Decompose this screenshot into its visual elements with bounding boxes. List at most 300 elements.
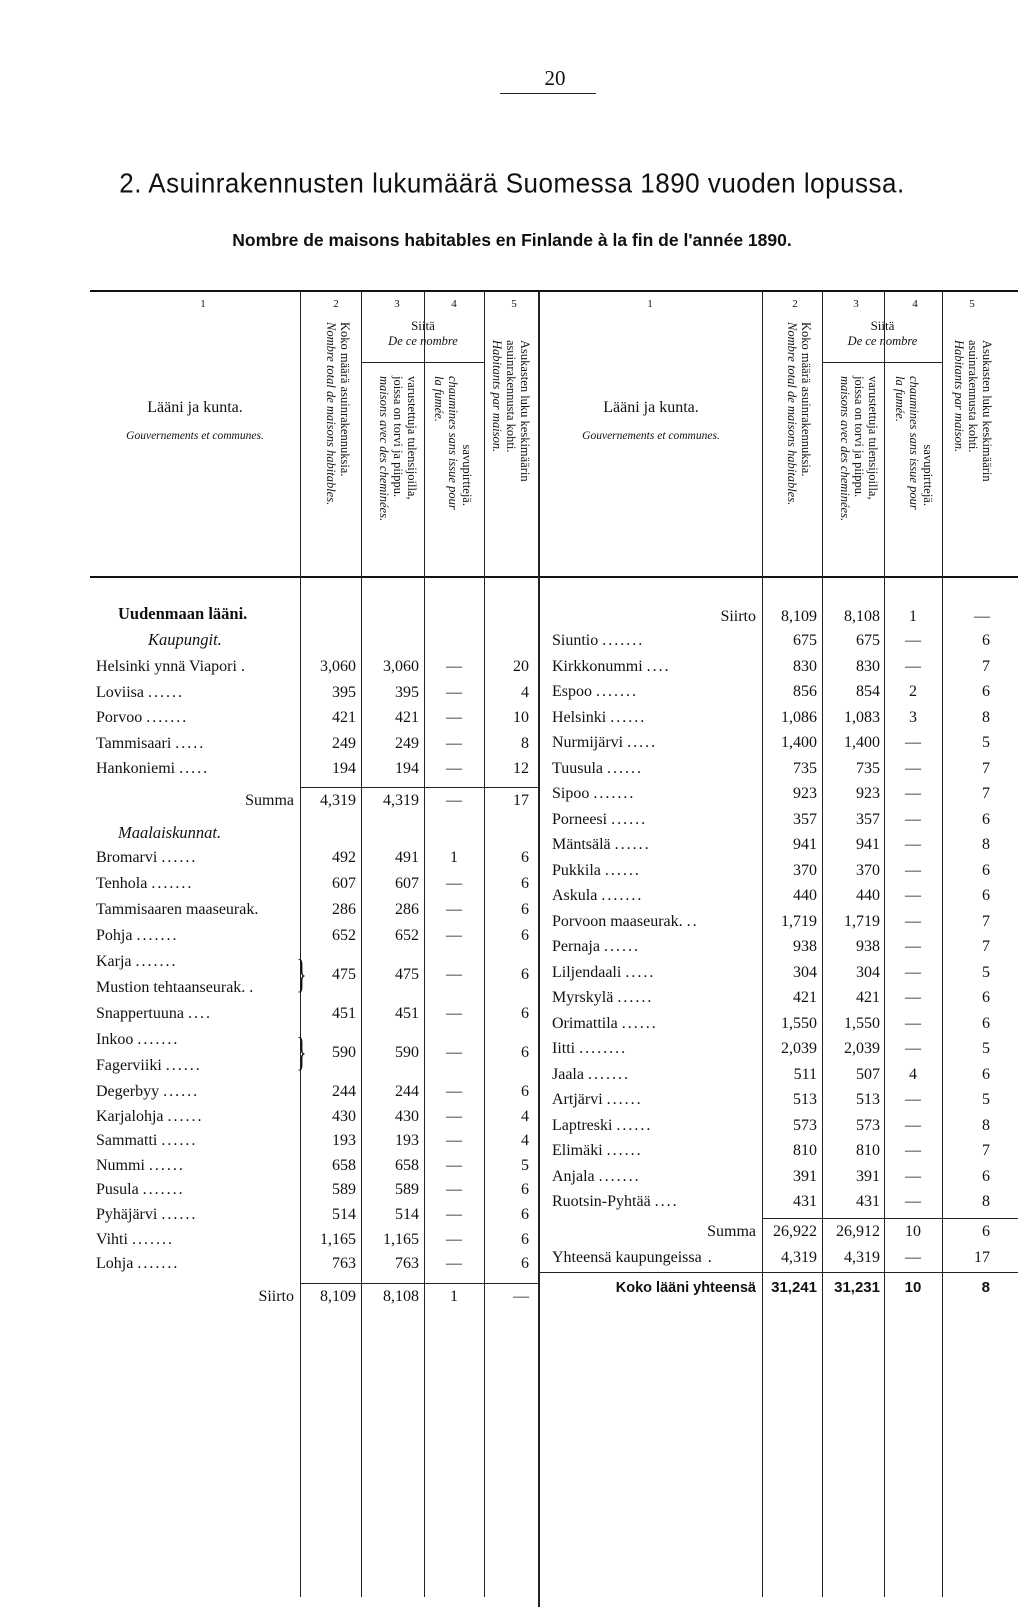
commune-name bbox=[552, 1190, 679, 1214]
total-cell: 249 bbox=[332, 734, 356, 752]
header-smoke-fi: savupirttejä. bbox=[921, 444, 935, 506]
chimney-cell: 26,912 bbox=[836, 1222, 880, 1240]
siirto-label: Siirto bbox=[258, 1287, 294, 1305]
header-siita-fr: De ce nombre bbox=[847, 334, 918, 348]
smoke-cell: — bbox=[905, 1248, 921, 1266]
sum-rule bbox=[762, 1218, 1018, 1219]
commune-name bbox=[96, 950, 178, 974]
commune-name bbox=[552, 757, 643, 781]
leader-dots: ...... bbox=[603, 938, 640, 955]
commune-name bbox=[552, 1114, 652, 1138]
chimney-cell: 4,319 bbox=[844, 1248, 880, 1266]
header-avg-fi-1: Asukasten luku keskimäärin bbox=[980, 340, 994, 482]
smoke-cell: — bbox=[905, 734, 921, 751]
commune-label: Snappertuuna bbox=[96, 1005, 184, 1022]
smoke-cell: 10 bbox=[905, 1222, 921, 1240]
avg-cell: 7 bbox=[982, 759, 990, 777]
avg-cell: 20 bbox=[513, 658, 529, 675]
smoke-cell: — bbox=[905, 1167, 921, 1185]
siita-rule bbox=[823, 362, 942, 363]
header-total-fi: Koko määrä asuinrakennuksia. bbox=[799, 322, 813, 477]
leader-dots: ..... bbox=[625, 963, 656, 981]
header-bottom-rule bbox=[90, 576, 1018, 578]
total-cell: 475 bbox=[332, 966, 356, 983]
avg-cell: — bbox=[974, 608, 990, 625]
commune-name bbox=[96, 1080, 199, 1104]
commune-label: Degerbyy bbox=[96, 1083, 160, 1100]
col-num: 4 bbox=[912, 298, 918, 310]
avg-cell: 6 bbox=[982, 1065, 990, 1083]
chimney-cell: 854 bbox=[856, 683, 880, 700]
leader-dots: ....... bbox=[151, 875, 194, 892]
sum-rule bbox=[300, 787, 538, 788]
smoke-cell: — bbox=[905, 1014, 921, 1032]
commune-name bbox=[552, 782, 635, 806]
commune-label: Inkoo bbox=[96, 1031, 134, 1048]
col-num: 1 bbox=[200, 298, 206, 310]
chimney-cell: 194 bbox=[395, 760, 419, 777]
chimney-cell: 810 bbox=[856, 1142, 880, 1159]
col-num: 2 bbox=[792, 298, 798, 310]
leader-dots: ..... bbox=[627, 734, 658, 751]
leader-dots: ...... bbox=[161, 1206, 198, 1223]
avg-cell: 6 bbox=[982, 1014, 990, 1032]
leader-dots: ...... bbox=[610, 708, 647, 726]
leader-dots: ...... bbox=[611, 810, 648, 828]
chimney-cell: 573 bbox=[856, 1116, 880, 1134]
leader-dots: ....... bbox=[137, 1255, 180, 1273]
commune-name bbox=[96, 976, 255, 1000]
chimney-cell: 8,108 bbox=[383, 1287, 419, 1305]
header-avg-fi-1: Asukasten luku keskimäärin bbox=[518, 340, 532, 482]
commune-name bbox=[96, 924, 178, 948]
avg-cell: 6 bbox=[521, 1044, 529, 1061]
avg-cell: 7 bbox=[982, 1142, 990, 1159]
avg-cell: 6 bbox=[982, 1167, 990, 1185]
header-siita-fi: Siitä bbox=[411, 318, 435, 333]
smoke-cell: — bbox=[905, 963, 921, 981]
chimney-cell: 607 bbox=[395, 875, 419, 892]
chimney-cell: 440 bbox=[856, 887, 880, 904]
total-cell: 607 bbox=[332, 875, 356, 892]
commune-label: Pusula bbox=[96, 1181, 139, 1199]
header-total-fr: Nombre total de maisons habitables. bbox=[324, 322, 338, 506]
vline bbox=[424, 292, 425, 1597]
chimney-cell: 735 bbox=[856, 759, 880, 777]
smoke-cell: — bbox=[905, 1040, 921, 1057]
commune-label: Tammisaaren maaseurak. bbox=[96, 901, 259, 918]
header-smoke bbox=[893, 376, 935, 510]
avg-cell: 10 bbox=[513, 709, 529, 726]
header-avg-fi-2: asuinrakennusta kohti. bbox=[966, 340, 980, 453]
col-num: 5 bbox=[969, 298, 975, 310]
leader-dots: ........ bbox=[579, 1040, 628, 1057]
chimney-cell: 1,165 bbox=[383, 1230, 419, 1248]
commune-label: Tuusula bbox=[552, 759, 603, 777]
total-cell: 830 bbox=[793, 657, 817, 675]
total-cell: 8,109 bbox=[320, 1287, 356, 1305]
smoke-cell: — bbox=[446, 760, 462, 777]
total-cell: 304 bbox=[793, 963, 817, 981]
chimney-cell: 1,550 bbox=[844, 1014, 880, 1032]
chimney-cell: 938 bbox=[856, 938, 880, 955]
vline bbox=[762, 292, 763, 1597]
chimney-cell: 475 bbox=[395, 966, 419, 983]
commune-name bbox=[552, 910, 699, 934]
commune-name bbox=[552, 1139, 643, 1163]
smoke-cell: — bbox=[905, 1116, 921, 1134]
center-divider bbox=[538, 292, 540, 1607]
total-cell: 514 bbox=[332, 1206, 356, 1223]
total-cell: 1,165 bbox=[320, 1230, 356, 1248]
col-num: 3 bbox=[853, 298, 859, 310]
commune-label: Myrskylä bbox=[552, 989, 614, 1006]
commune-label: Pukkila bbox=[552, 861, 601, 879]
commune-label: Nurmijärvi bbox=[552, 734, 624, 751]
avg-cell: 4 bbox=[521, 1132, 529, 1150]
commune-label: Bromarvi bbox=[96, 849, 158, 866]
leader-dots: ...... bbox=[614, 836, 651, 853]
smoke-cell: — bbox=[905, 887, 921, 904]
commune-label: Porneesi bbox=[552, 810, 608, 828]
commune-label: Helsinki bbox=[552, 708, 607, 726]
commune-name bbox=[96, 757, 209, 781]
avg-cell: 6 bbox=[521, 875, 529, 892]
commune-name bbox=[552, 731, 657, 755]
smoke-cell: — bbox=[905, 759, 921, 777]
sum-rule bbox=[300, 1283, 538, 1284]
leader-dots: ..... bbox=[179, 760, 210, 777]
header-siita bbox=[362, 318, 484, 349]
chimney-cell: 431 bbox=[856, 1193, 880, 1210]
total-cell: 370 bbox=[793, 861, 817, 879]
grand-avg-cell: 8 bbox=[981, 1278, 990, 1296]
chimney-cell: 421 bbox=[856, 989, 880, 1006]
col-num: 5 bbox=[511, 298, 517, 310]
total-cell: 1,400 bbox=[781, 734, 817, 751]
total-rule bbox=[540, 1272, 1018, 1273]
header-region-fi: Lääni ja kunta. bbox=[147, 399, 243, 416]
smoke-cell: — bbox=[905, 785, 921, 802]
commune-name bbox=[96, 1228, 174, 1252]
commune-label: Liljendaali bbox=[552, 963, 622, 981]
table-top-rule bbox=[90, 290, 1018, 292]
commune-name bbox=[96, 1002, 212, 1026]
total-cell: 2,039 bbox=[781, 1040, 817, 1057]
commune-label: Mustion tehtaanseurak. bbox=[96, 979, 246, 996]
header-smoke-fr-2: la fumée. bbox=[893, 376, 907, 422]
commune-name bbox=[552, 961, 655, 985]
avg-cell: 6 bbox=[521, 966, 529, 983]
avg-cell: 6 bbox=[521, 1255, 529, 1273]
commune-label: Lohja bbox=[96, 1255, 134, 1273]
chimney-cell: 514 bbox=[395, 1206, 419, 1223]
commune-label: Iitti bbox=[552, 1040, 576, 1057]
chimney-cell: 652 bbox=[395, 927, 419, 944]
commune-label: Kirkkonummi bbox=[552, 657, 643, 675]
commune-label: Karjalohja bbox=[96, 1107, 164, 1125]
total-cell: 193 bbox=[332, 1132, 356, 1150]
section-heading: Uudenmaan lääni. bbox=[118, 604, 248, 623]
total-cell: 938 bbox=[793, 938, 817, 955]
smoke-cell: 1 bbox=[909, 608, 917, 625]
smoke-cell: — bbox=[905, 836, 921, 853]
smoke-cell: — bbox=[446, 1255, 462, 1273]
commune-name bbox=[96, 846, 197, 870]
chimney-cell: 763 bbox=[395, 1255, 419, 1273]
commune-name bbox=[96, 732, 205, 756]
total-cell: 1,719 bbox=[781, 912, 817, 930]
commune-name bbox=[96, 1054, 202, 1078]
header-siita-fr: De ce nombre bbox=[388, 334, 458, 348]
header-chimney bbox=[377, 376, 419, 521]
commune-name bbox=[552, 1088, 643, 1112]
commune-label: Porvoon maaseurak. bbox=[552, 912, 683, 930]
commune-label: Anjala bbox=[552, 1167, 595, 1185]
leader-dots: ...... bbox=[616, 1116, 653, 1134]
leader-dots: ...... bbox=[163, 1083, 200, 1100]
vline bbox=[300, 292, 301, 1597]
commune-name bbox=[552, 1063, 630, 1087]
smoke-cell: — bbox=[446, 1005, 462, 1022]
avg-cell: 5 bbox=[982, 963, 990, 981]
commune-label: Pyhäjärvi bbox=[96, 1206, 158, 1223]
avg-cell: 5 bbox=[982, 734, 990, 751]
vline bbox=[484, 292, 485, 1597]
total-cell: 675 bbox=[793, 632, 817, 649]
total-cell: 511 bbox=[793, 1065, 817, 1083]
header-total bbox=[785, 322, 813, 505]
commune-label: Jaala bbox=[552, 1065, 584, 1083]
siita-rule bbox=[362, 362, 484, 363]
avg-cell: 4 bbox=[521, 1107, 529, 1125]
smoke-cell: — bbox=[446, 734, 462, 752]
smoke-cell: — bbox=[446, 1181, 462, 1199]
smoke-cell: — bbox=[446, 791, 462, 809]
header-chimney-fi-1: varustettuja tulensijoilla, bbox=[405, 376, 419, 500]
total-cell: 810 bbox=[793, 1142, 817, 1159]
smoke-cell: — bbox=[446, 709, 462, 726]
total-cell: 395 bbox=[332, 683, 356, 701]
leader-dots: ...... bbox=[167, 1107, 204, 1125]
commune-label: Sipoo bbox=[552, 785, 590, 802]
page-number: 20 bbox=[544, 66, 566, 90]
header-avg-fi-2: asuinrakennusta kohti. bbox=[504, 340, 518, 453]
avg-cell: 6 bbox=[521, 1083, 529, 1100]
commune-label: Loviisa bbox=[96, 683, 144, 701]
avg-cell: 6 bbox=[521, 1005, 529, 1022]
commune-label: Tenhola bbox=[96, 875, 148, 892]
avg-cell: 8 bbox=[521, 734, 529, 752]
header-total-fr: Nombre total de maisons habitables. bbox=[785, 322, 799, 506]
total-cell: 421 bbox=[332, 709, 356, 726]
smoke-cell: — bbox=[905, 1091, 921, 1108]
total-cell: 286 bbox=[332, 901, 356, 918]
total-cell: 440 bbox=[793, 887, 817, 904]
avg-cell: 6 bbox=[521, 1230, 529, 1248]
total-cell: 430 bbox=[332, 1107, 356, 1125]
vline bbox=[942, 292, 943, 1597]
header-smoke bbox=[432, 376, 474, 510]
leader-dots: ...... bbox=[148, 1156, 185, 1174]
header-chimney-fi-1: varustettuja tulensijoilla, bbox=[866, 376, 880, 500]
vline bbox=[822, 292, 823, 1597]
smoke-cell: — bbox=[905, 1193, 921, 1210]
avg-cell: 6 bbox=[982, 810, 990, 828]
chimney-cell: 395 bbox=[395, 683, 419, 701]
chimney-cell: 1,400 bbox=[844, 734, 880, 751]
total-cell: 513 bbox=[793, 1091, 817, 1108]
leader-dots: ...... bbox=[161, 1132, 198, 1150]
avg-cell: 7 bbox=[982, 912, 990, 930]
leader-dots: ...... bbox=[621, 1014, 658, 1032]
towns-heading: Kaupungit. bbox=[148, 630, 222, 649]
commune-label: Nummi bbox=[96, 1156, 145, 1174]
chimney-cell: 3,060 bbox=[383, 658, 419, 675]
avg-cell: 6 bbox=[521, 1206, 529, 1223]
total-cell: 391 bbox=[793, 1167, 817, 1185]
commune-name bbox=[552, 859, 641, 883]
commune-name bbox=[552, 833, 651, 857]
avg-cell: 8 bbox=[982, 836, 990, 853]
leader-dots: . bbox=[707, 1248, 714, 1266]
commune-label: Artjärvi bbox=[552, 1091, 603, 1108]
chimney-cell: 1,083 bbox=[844, 708, 880, 726]
smoke-cell: — bbox=[446, 901, 462, 918]
chimney-cell: 8,108 bbox=[844, 608, 880, 625]
total-cell: 194 bbox=[332, 760, 356, 777]
commune-name bbox=[96, 1203, 197, 1227]
smoke-cell: — bbox=[446, 1230, 462, 1248]
smoke-cell: 4 bbox=[909, 1065, 917, 1083]
grand-total-cell: 31,241 bbox=[771, 1278, 817, 1296]
chimney-cell: 391 bbox=[856, 1167, 880, 1185]
avg-cell: 17 bbox=[974, 1248, 990, 1266]
smoke-cell: — bbox=[905, 938, 921, 955]
avg-cell: 6 bbox=[982, 632, 990, 649]
leader-dots: .... bbox=[654, 1193, 679, 1210]
header-chimney-fr: maisons avec des cheminées. bbox=[377, 376, 391, 522]
commune-name bbox=[552, 986, 653, 1010]
avg-cell: 6 bbox=[982, 1222, 990, 1240]
commune-name bbox=[96, 655, 247, 679]
leader-dots: ....... bbox=[131, 1230, 174, 1248]
group-brace: } bbox=[296, 951, 307, 996]
total-cell: 735 bbox=[793, 759, 817, 777]
total-cell: 26,922 bbox=[773, 1222, 817, 1240]
chimney-cell: 658 bbox=[395, 1156, 419, 1174]
leader-dots: ....... bbox=[596, 683, 638, 700]
total-cell: 590 bbox=[332, 1044, 356, 1061]
commune-name bbox=[552, 935, 640, 959]
chimney-cell: 244 bbox=[395, 1083, 419, 1100]
header-smoke-fr-1: chaumines sans issue pour bbox=[446, 376, 460, 510]
header-region-fr: Gouvernements et communes. bbox=[582, 430, 720, 442]
chimney-cell: 923 bbox=[856, 785, 880, 802]
leader-dots: .. bbox=[686, 912, 699, 930]
grand-total-label: Koko lääni yhteensä bbox=[615, 1279, 756, 1296]
smoke-cell: — bbox=[905, 810, 921, 828]
avg-cell: 6 bbox=[982, 887, 990, 904]
commune-name bbox=[552, 629, 644, 653]
leader-dots: ....... bbox=[135, 953, 178, 970]
towns-total-label: Yhteensä kaupungeissa bbox=[552, 1248, 702, 1266]
grand-smoke-cell: 10 bbox=[904, 1278, 922, 1296]
total-cell: 4,319 bbox=[781, 1248, 817, 1266]
commune-label: Pohja bbox=[96, 927, 133, 944]
chimney-cell: 491 bbox=[395, 849, 419, 866]
avg-cell: 6 bbox=[521, 901, 529, 918]
leader-dots: ...... bbox=[161, 849, 198, 866]
total-cell: 3,060 bbox=[320, 658, 356, 675]
total-cell: 1,550 bbox=[781, 1014, 817, 1032]
total-cell: 573 bbox=[793, 1116, 817, 1134]
header-total-fi: Koko määrä asuinrakennuksia. bbox=[338, 322, 352, 477]
leader-dots: ....... bbox=[587, 1065, 630, 1083]
total-cell: 923 bbox=[793, 785, 817, 802]
total-cell: 8,109 bbox=[781, 608, 817, 625]
leader-dots: . bbox=[249, 979, 256, 996]
leader-dots: . bbox=[240, 658, 247, 675]
avg-cell: 4 bbox=[521, 683, 529, 701]
avg-cell: 6 bbox=[521, 849, 529, 866]
commune-label: Elimäki bbox=[552, 1142, 603, 1159]
smoke-cell: — bbox=[446, 1044, 462, 1061]
chimney-cell: 249 bbox=[395, 734, 419, 752]
commune-name bbox=[552, 1012, 658, 1036]
leader-dots: ...... bbox=[165, 1057, 202, 1074]
header-siita bbox=[823, 318, 942, 349]
smoke-cell: — bbox=[446, 1156, 462, 1174]
smoke-cell: — bbox=[446, 1083, 462, 1100]
chimney-cell: 357 bbox=[856, 810, 880, 828]
smoke-cell: — bbox=[446, 1107, 462, 1125]
commune-name bbox=[552, 655, 671, 679]
col-num: 4 bbox=[451, 298, 457, 310]
grand-chimney-cell: 31,231 bbox=[834, 1278, 880, 1296]
chimney-cell: 675 bbox=[856, 632, 880, 649]
group-brace: } bbox=[296, 1029, 307, 1074]
avg-cell: 12 bbox=[513, 760, 529, 777]
leader-dots: ....... bbox=[601, 887, 644, 904]
commune-name bbox=[96, 1252, 179, 1276]
commune-name bbox=[552, 680, 638, 704]
commune-label: Sammatti bbox=[96, 1132, 158, 1150]
total-cell: 658 bbox=[332, 1156, 356, 1174]
commune-label: Siuntio bbox=[552, 632, 599, 649]
smoke-cell: — bbox=[446, 875, 462, 892]
commune-label: Helsinki ynnä Viapori bbox=[96, 658, 237, 675]
commune-name bbox=[552, 1037, 627, 1061]
header-avg-fr: Habitants par maison. bbox=[490, 340, 504, 453]
leader-dots: ...... bbox=[604, 861, 641, 879]
total-cell: 4,319 bbox=[320, 791, 356, 809]
smoke-cell: 1 bbox=[450, 849, 458, 866]
chimney-cell: 4,319 bbox=[383, 791, 419, 809]
vline bbox=[361, 292, 362, 1597]
summa-label: Summa bbox=[707, 1222, 756, 1240]
smoke-cell: — bbox=[905, 989, 921, 1006]
commune-label: Pernaja bbox=[552, 938, 600, 955]
commune-label: Karja bbox=[96, 953, 132, 970]
leader-dots: ....... bbox=[593, 785, 636, 802]
avg-cell: 6 bbox=[982, 683, 990, 700]
header-avg-fr: Habitants par maison. bbox=[952, 340, 966, 453]
towns-total-name bbox=[552, 1246, 714, 1270]
header-chimney-fi-2: joissa on torvi ja piippu. bbox=[852, 376, 866, 498]
leader-dots: ....... bbox=[602, 632, 645, 649]
commune-label: Ruotsin-Pyhtää bbox=[552, 1193, 651, 1210]
